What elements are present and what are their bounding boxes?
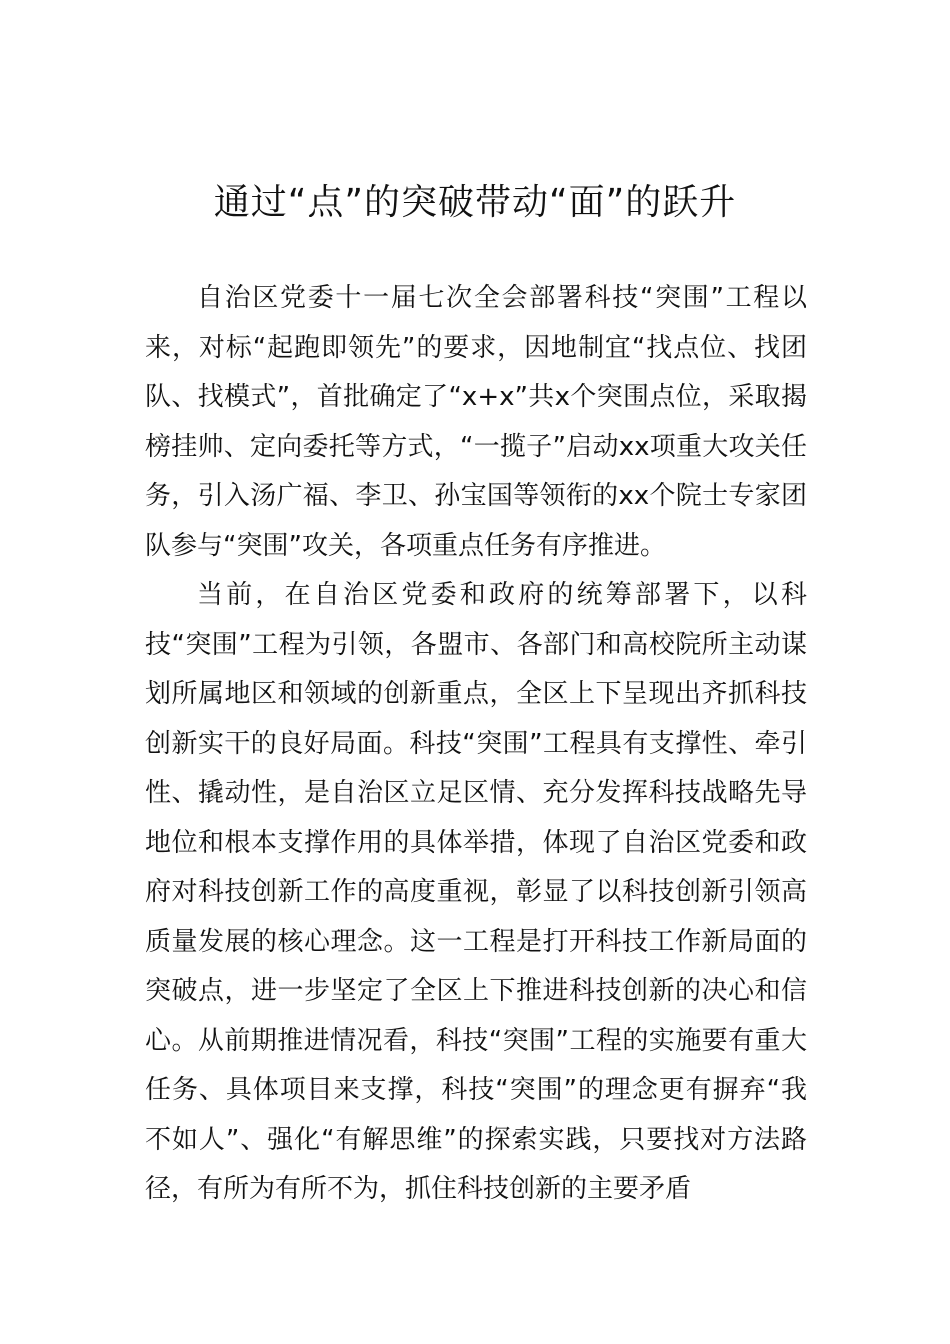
paragraph-2: 当前，在自治区党委和政府的统筹部署下，以科技“突围”工程为引领，各盟市、各部门和高校院所主动谋划所属地区和领域的创新重点，全区上下呈现出齐抓科技创新实干的良好局面。科技“突围”工程具有支撑性、牵引性、撬动性，是自治区立足区情、充分发挥科技战略先导地位和根本支撑作用的具体举措，体现了自治区党委和政府对科技创新工作的高度重视，彰显了以科技创新引领高质量发展的核心理念。这一工程是打开科技工作新局面的突破点，进一步坚定了全区上下推进科技创新的决心和信心。从前期推进情况看，科技“突围”工程的实施要有重大任务、具体项目来支撑，科技“突围”的理念更有摒弃“我不如人”、强化“有解思维”的探索实践，只要找对方法路径，有所为有所不为，抓住科技创新的主要矛盾: [145, 580, 807, 1204]
document-title: 通过“点”的突破带动“面”的跃升: [213, 182, 737, 223]
paragraph-1: 自治区党委十一届七次全会部署科技“突围”工程以来，对标“起跑即领先”的要求，因地制宜“找点位、找团队、找模式”，首批确定了“x+x”共x个突围点位，采取揭榜挂帅、定向委托等方式，“一揽子”启动xx项重大攻关任务，引入汤广福、李卫、孙宝国等领衔的xx个院士专家团队参与“突围”攻关，各项重点任务有序推进。: [145, 283, 807, 561]
document-body: [145, 274, 807, 1215]
